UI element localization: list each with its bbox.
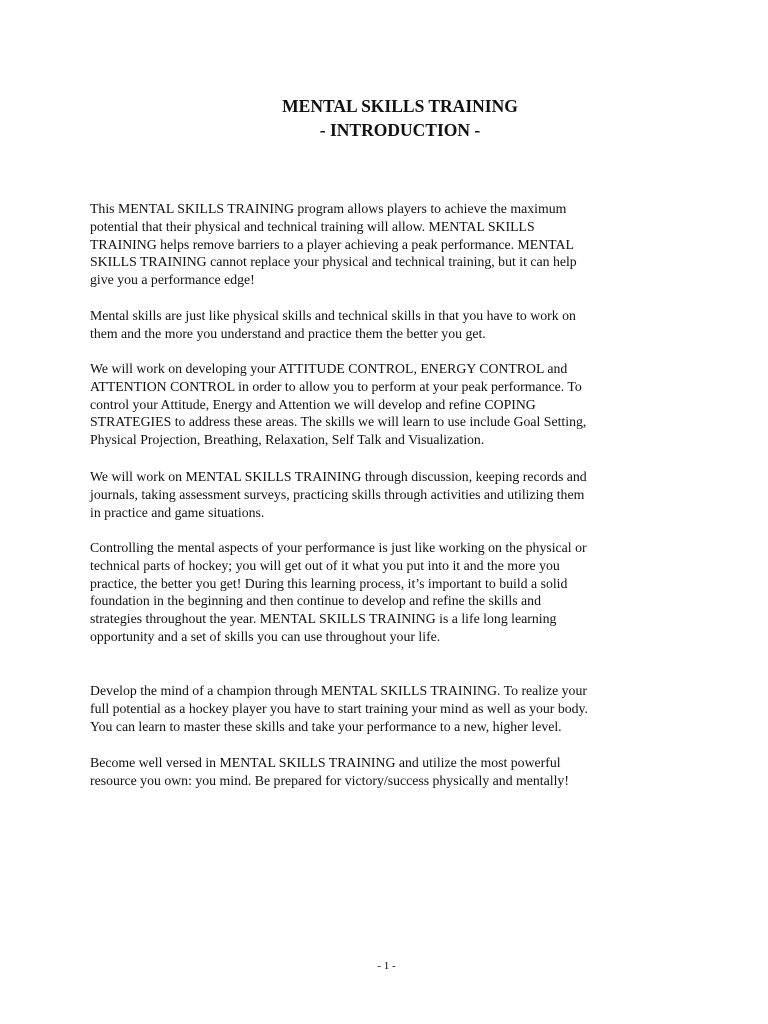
paragraph-line: TRAINING helps remove barriers to a player achieving a peak performance. MENTAL [90, 236, 574, 252]
paragraph-line: STRATEGIES to address these areas. The skills we will learn to use include Goal Setting, [90, 414, 587, 430]
paragraph-line: resource you own: you mind. Be prepared for victory/success physically and mentally! [90, 772, 569, 788]
paragraph-methods [90, 468, 690, 521]
paragraph-line: Develop the mind of a champion through MENTAL SKILLS TRAINING. To realize your [90, 683, 587, 698]
paragraph-line: full potential as a hockey player you have to start training your mind as well as your body. [90, 700, 588, 716]
paragraph-line: control your Attitude, Energy and Attention we will develop and refine COPING [90, 396, 536, 412]
paragraph-line: journals, taking assessment surveys, practicing skills through activities and utilizing them [90, 486, 585, 502]
paragraph-line: We will work on developing your ATTITUDE CONTROL, ENERGY CONTROL and [90, 361, 568, 376]
paragraph-controls [90, 360, 690, 449]
page-subtitle: - INTRODUCTION - [319, 120, 481, 140]
page-title: MENTAL SKILLS TRAINING [282, 96, 518, 116]
paragraph-line: potential that their physical and technical training will allow. MENTAL SKILLS [90, 218, 535, 234]
paragraph-well-versed [90, 754, 690, 790]
paragraph-line: technical parts of hockey; you will get out of it what you put into it and the more you [90, 557, 560, 573]
paragraph-line: give you a performance edge! [90, 272, 255, 288]
paragraph-line: This MENTAL SKILLS TRAINING program allows players to achieve the maximum [90, 201, 567, 216]
paragraph-line: You can learn to master these skills and take your performance to a new, higher level. [90, 718, 562, 734]
title-block [0, 94, 768, 142]
paragraph-line: strategies throughout the year. MENTAL SKILLS TRAINING is a life long learning [90, 611, 557, 627]
paragraph-controlling [90, 539, 690, 646]
paragraph-line: them and the more you understand and practice them the better you get. [90, 325, 486, 341]
page-number: - 1 - [377, 960, 396, 972]
paragraph-line: Mental skills are just like physical skills and technical skills in that you have to work on [90, 308, 576, 323]
paragraph-line: Physical Projection, Breathing, Relaxation, Self Talk and Visualization. [90, 432, 485, 448]
paragraph-mental-skills [90, 307, 690, 343]
paragraph-line: We will work on MENTAL SKILLS TRAINING through discussion, keeping records and [90, 469, 587, 484]
paragraph-line: ATTENTION CONTROL in order to allow you to perform at your peak performance. To [90, 378, 582, 394]
paragraph-line: Become well versed in MENTAL SKILLS TRAINING and utilize the most powerful [90, 755, 561, 770]
paragraph-line: opportunity and a set of skills you can use throughout your life. [90, 628, 441, 644]
paragraph-line: SKILLS TRAINING cannot replace your physical and technical training, but it can help [90, 254, 577, 270]
paragraph-intro [90, 200, 690, 289]
paragraph-champion [90, 682, 690, 735]
paragraph-line: in practice and game situations. [90, 504, 265, 520]
paragraph-line: practice, the better you get! During this learning process, it’s important to build a solid [90, 575, 568, 591]
paragraph-line: Controlling the mental aspects of your performance is just like working on the physical or [90, 540, 587, 555]
paragraph-line: foundation in the beginning and then continue to develop and refine the skills and [90, 593, 541, 609]
